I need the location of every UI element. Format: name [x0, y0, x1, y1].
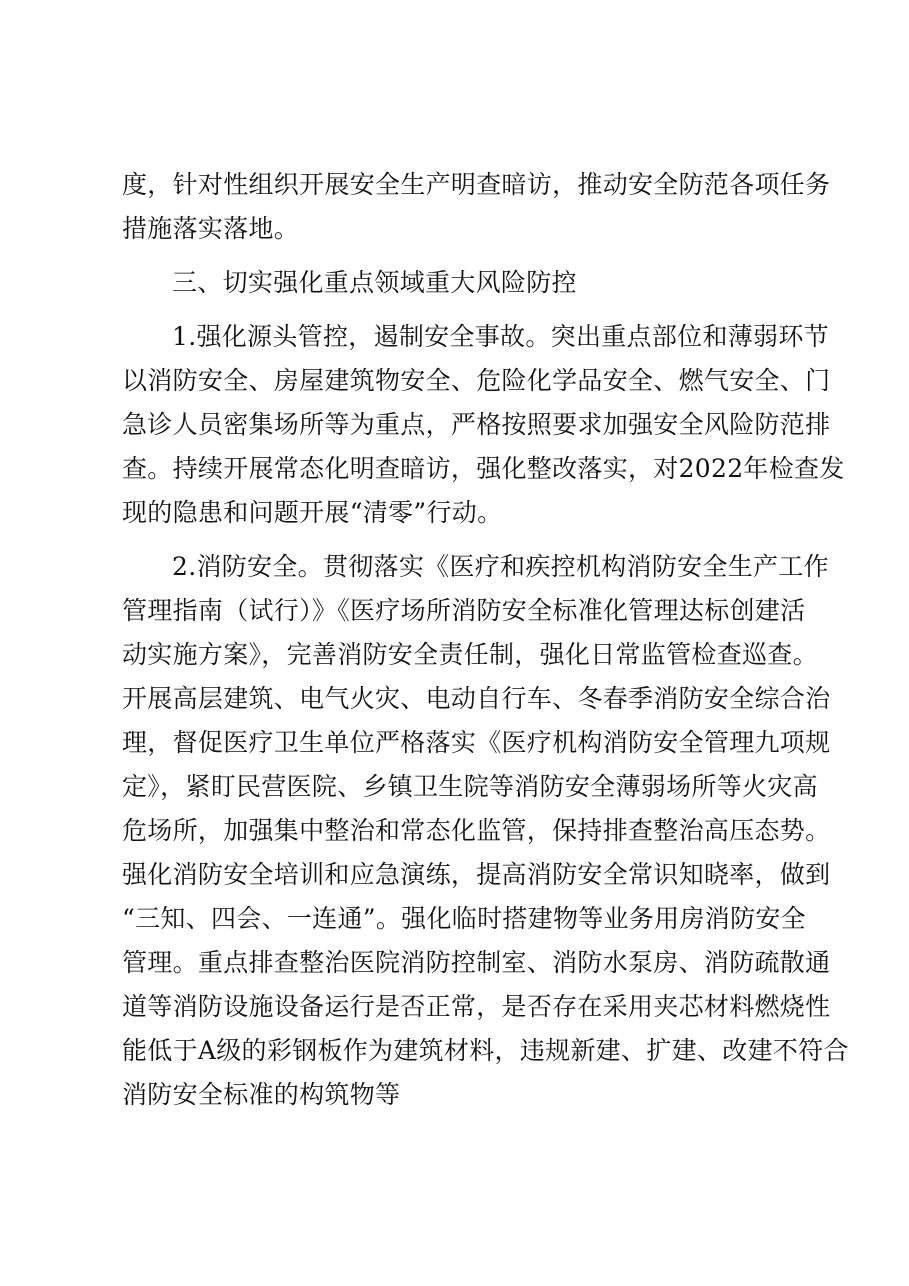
paragraph-line: 查。持续开展常态化明查暗访，强化整改落实，对2022年检查发 [122, 454, 845, 483]
paragraph-line: 定》，紧盯民营医院、乡镇卫生院等消防安全薄弱场所等火灾高 [122, 772, 818, 801]
paragraph-line: 1.强化源头管控，遏制安全事故。突出重点部位和薄弱环节 [172, 322, 829, 351]
paragraph-line: 以消防安全、房屋建筑物安全、危险化学品安全、燃气安全、门 [122, 366, 831, 395]
paragraph-line: 开展高层建筑、电气火灾、电动自行车、冬春季消防安全综合治 [122, 684, 831, 713]
paragraph-line: 措施落实落地。 [122, 214, 300, 243]
paragraph-line: 动实施方案》，完善消防安全责任制，强化日常监管检查巡查。 [122, 640, 818, 669]
paragraph-line: 理，督促医疗卫生单位严格落实《医疗机构消防安全管理九项规 [122, 728, 831, 757]
paragraph-line: 管理。重点排查整治医院消防控制室、消防水泵房、消防疏散通 [122, 948, 831, 977]
paragraph-line: 强化消防安全培训和应急演练，提高消防安全常识知晓率，做到 [122, 860, 831, 889]
paragraph-line: 急诊人员密集场所等为重点，严格按照要求加强安全风险防范排 [122, 410, 831, 439]
paragraph-line: 道等消防设施设备运行是否正常，是否存在采用夹芯材料燃烧性 [122, 992, 831, 1021]
paragraph-line: 度，针对性组织开展安全生产明查暗访，推动安全防范各项任务 [122, 170, 831, 199]
paragraph-line: 现的隐患和问题开展“清零”行动。 [122, 498, 503, 527]
paragraph-line: “三知、四会、一连通”。强化临时搭建物等业务用房消防安全 [122, 904, 806, 933]
paragraph-line: 管理指南（试行）》《医疗场所消防安全标准化管理达标创建活 [122, 596, 806, 625]
paragraph-line: 危场所，加强集中整治和常态化监管，保持排查整治高压态势。 [122, 816, 831, 845]
paragraph-line: 能低于A级的彩钢板作为建筑材料，违规新建、扩建、改建不符合 [122, 1036, 849, 1065]
paragraph-line: 2.消防安全。贯彻落实《医疗和疾控机构消防安全生产工作 [172, 552, 829, 581]
section-heading: 三、切实强化重点领域重大风险防控 [172, 268, 577, 297]
paragraph-line: 消防安全标准的构筑物等 [122, 1080, 401, 1109]
